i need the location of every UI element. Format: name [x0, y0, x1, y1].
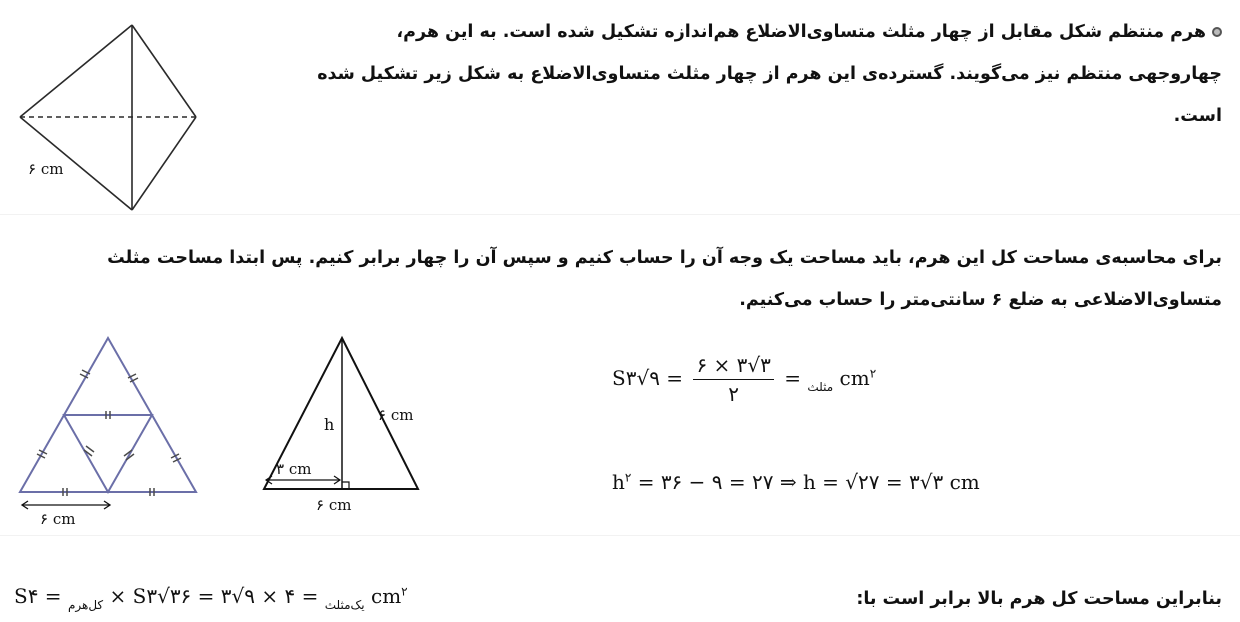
height-exponent: ۲ — [624, 470, 632, 485]
triangle-height-label: h — [324, 415, 335, 434]
intro-line-3: است. — [1173, 106, 1222, 126]
triangle-fraction — [693, 353, 773, 406]
triangle-side-label: ۶ cm — [378, 406, 414, 424]
pyramid-figure — [10, 20, 210, 220]
separator-middle — [0, 535, 1240, 536]
height-symbol: h — [612, 470, 625, 494]
intro-line-1: هرم منتظم شکل مقابل از چهار مثلث متساوی‌الاضلاع هم‌اندازه تشکیل شده است. به این هرم، — [396, 22, 1206, 42]
total-s-symbol: S — [14, 584, 28, 608]
net-figure — [10, 330, 220, 530]
total-exponent: ۲ — [401, 584, 408, 599]
area-line-2: متساوی‌الاضلاعی به ضلع ۶ سانتی‌متر را حساب می‌کنیم. — [739, 290, 1222, 310]
height-formula — [612, 470, 980, 494]
triangle-numerator: ۶ × ۳√۳ — [693, 353, 773, 380]
triangle-denominator: ۲ — [728, 382, 740, 406]
net-base-label: ۶ cm — [40, 510, 76, 528]
triangle-result-exponent: ۲ — [869, 366, 877, 381]
area-line-1: برای محاسبه‌ی مساحت کل این هرم، باید مساحت یک وجه آن را حساب کنیم و سپس آن را چهار برابر کنیم. پس ابتدا مساحت مثلث — [107, 248, 1222, 268]
total-rest: = ۴ × ۹√۳ = ۳۶√۳ cm — [146, 584, 402, 608]
triangle-area-formula: S $_{مثلث}$ = $\frac{۶ \times ۳√۳}{۲}$ = ۹√۳ $cm^۲$ — [612, 353, 877, 406]
pyramid-edge-label: ۶ cm — [28, 160, 64, 178]
total-area-formula — [14, 584, 408, 612]
s-triangle-subscript: مثلث — [807, 380, 834, 394]
triangle-figure — [250, 330, 450, 530]
triangle-result: = ۹√۳ cm — [625, 366, 870, 390]
height-rest: = ۳۶ − ۹ = ۲۷ ⇒ h = √۲۷ = ۳√۳ cm — [637, 470, 980, 494]
conclusion-text: بنابراین مساحت کل هرم بالا برابر است با: — [856, 589, 1222, 609]
intro-paragraph — [222, 18, 1222, 130]
s-symbol: S — [612, 366, 626, 390]
area-paragraph — [22, 244, 1222, 314]
total-subscript: کل‌هرم — [67, 598, 104, 612]
total-mid-subscript: یک‌مثلث — [324, 598, 365, 612]
triangle-half-label: ۳ cm — [276, 460, 312, 478]
total-mid: = ۴ × S — [27, 584, 147, 608]
intro-line-2: چهاروجهی منتظم نیز می‌گویند. گسترده‌ی این هرم از چهار مثلث متساوی‌الاضلاع به شکل زیر تشکیل شده — [317, 64, 1222, 84]
triangle-base-label: ۶ cm — [316, 496, 352, 514]
bullet-icon — [1212, 27, 1222, 37]
